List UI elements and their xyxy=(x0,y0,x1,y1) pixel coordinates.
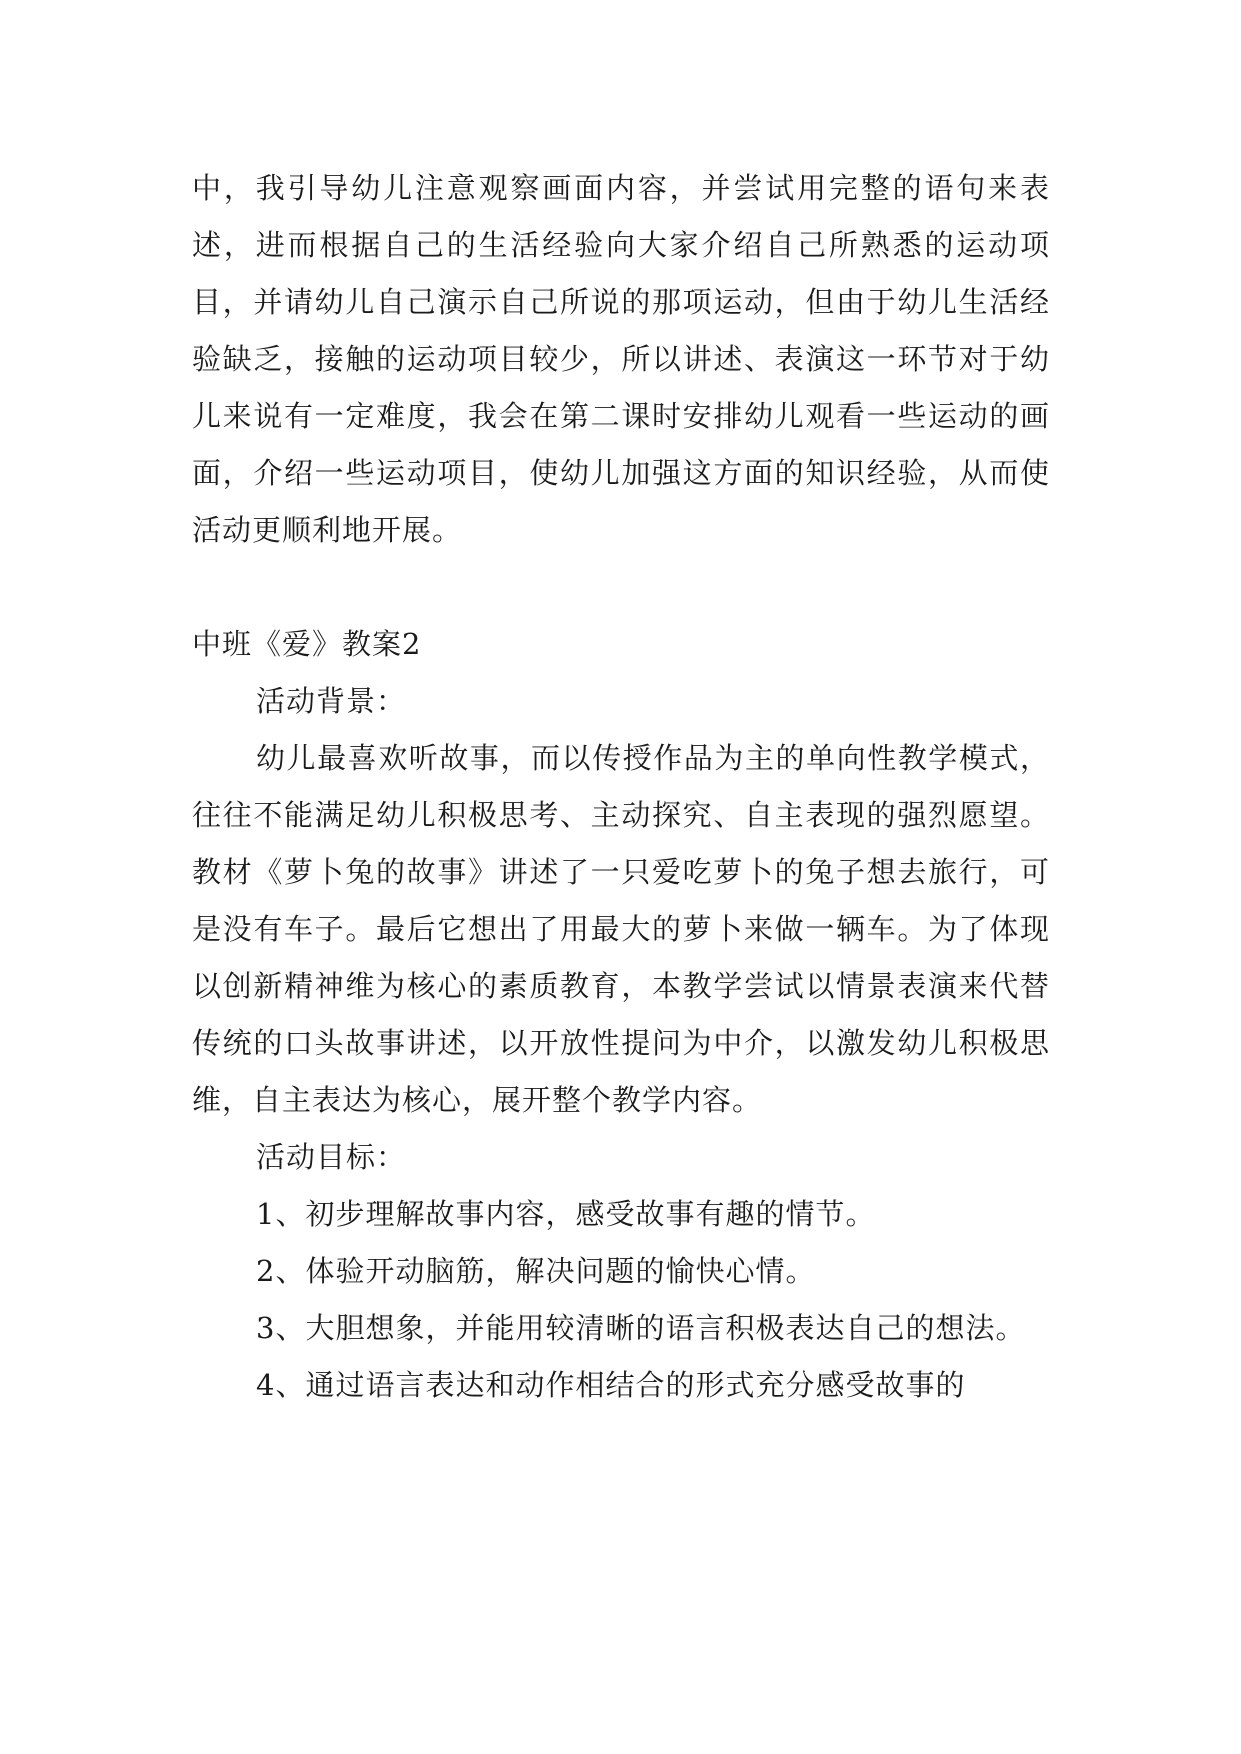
goal-item: 2、体验开动脑筋，解决问题的愉快心情。 xyxy=(256,1254,816,1288)
document-page xyxy=(192,160,1050,1414)
goals-heading: 活动目标： xyxy=(256,1140,407,1174)
goal-item: 1、初步理解故事内容，感受故事有趣的情节。 xyxy=(256,1197,876,1231)
section-title: 中班《爱》教案2 xyxy=(192,627,422,661)
background-paragraph: 幼儿最喜欢听故事，而以传授作品为主的单向性教学模式，往往不能满足幼儿积极思考、主动探究、自主表现的强烈愿望。教材《萝卜兔的故事》讲述了一只爱吃萝卜的兔子想去旅行，可是没有车子。最后它想出了用最大的萝卜来做一辆车。为了体现以创新精神维为核心的素质教育，本教学尝试以情景表演来代替传统的口头故事讲述，以开放性提问为中介，以激发幼儿积极思维，自主表达为核心，展开整个教学内容。 xyxy=(192,741,1050,1117)
goal-item: 4、通过语言表达和动作相结合的形式充分感受故事的 xyxy=(256,1368,966,1402)
background-heading: 活动背景： xyxy=(256,684,407,718)
continuation-paragraph: 中，我引导幼儿注意观察画面内容，并尝试用完整的语句来表述，进而根据自己的生活经验向大家介绍自己所熟悉的运动项目，并请幼儿自己演示自己所说的那项运动，但由于幼儿生活经验缺乏，接触的运动项目较少，所以讲述、表演这一环节对于幼儿来说有一定难度，我会在第二课时安排幼儿观看一些运动的画面，介绍一些运动项目，使幼儿加强这方面的知识经验，从而使活动更顺利地开展。 xyxy=(192,171,1050,547)
goal-item: 3、大胆想象，并能用较清晰的语言积极表达自己的想法。 xyxy=(256,1311,1026,1345)
